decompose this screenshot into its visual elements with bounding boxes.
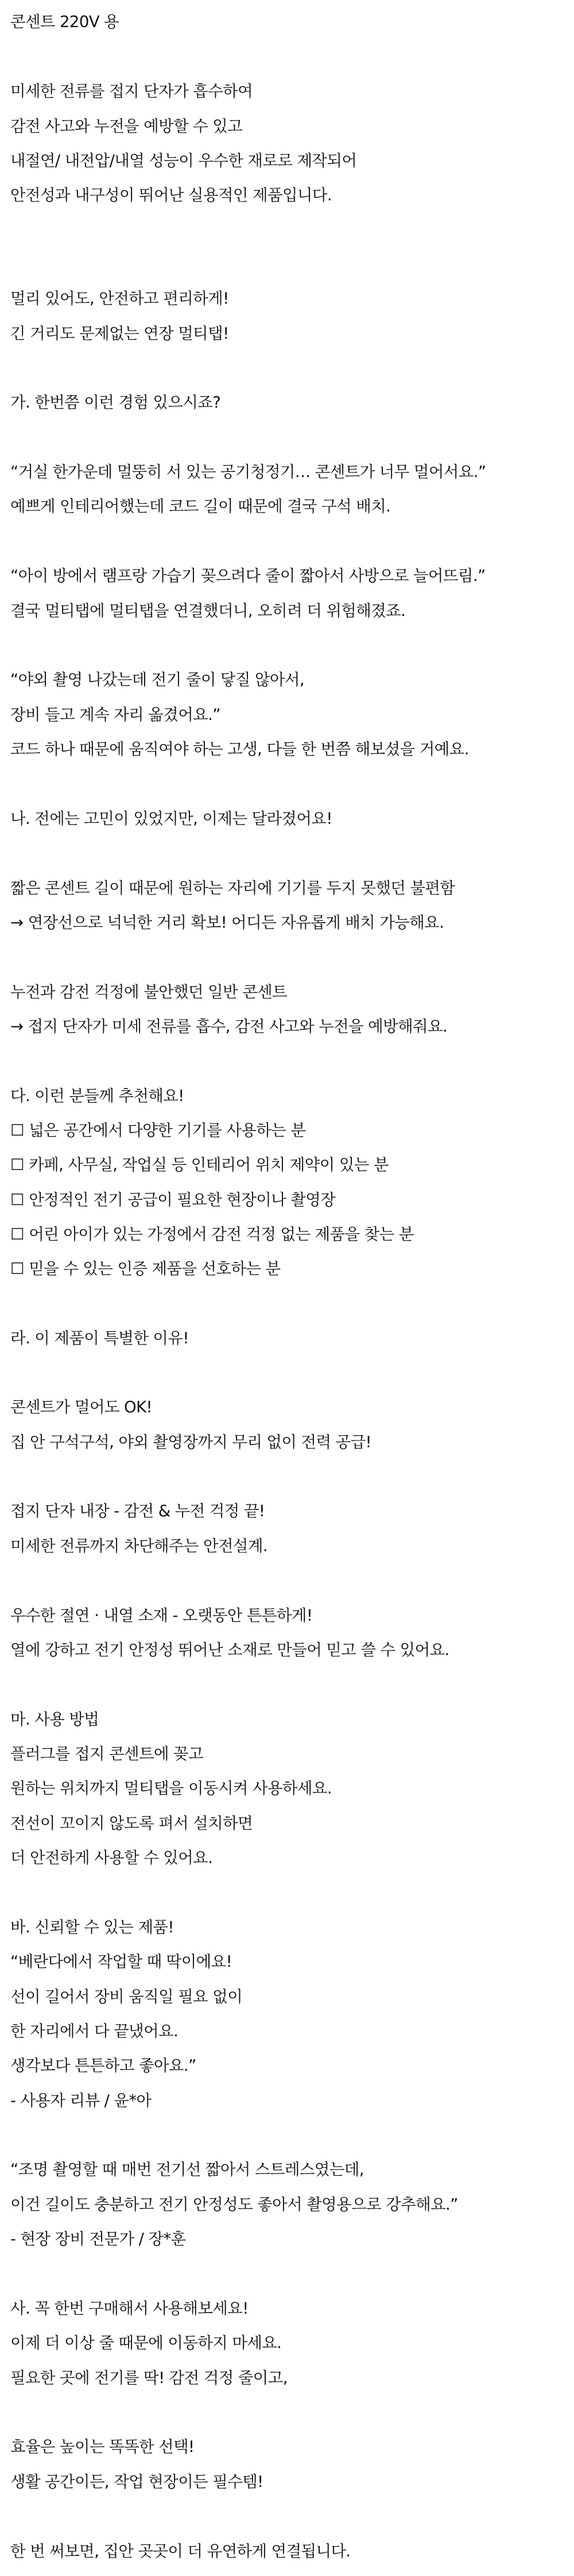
- text-line: 원하는 위치까지 멀티탭을 이동시켜 사용하세요.: [10, 1779, 332, 1798]
- text-line: 열에 강하고 전기 안정성 뛰어난 소재로 만들어 믿고 쓸 수 있어요.: [10, 1641, 449, 1659]
- text-line: 장비 들고 계속 자리 옮겼어요.”: [10, 706, 220, 724]
- text-line: 짧은 콘센트 길이 때문에 원하는 자리에 기기를 두지 못했던 불편함: [10, 879, 455, 897]
- text-line: 누전과 감전 걱정에 불안했던 일반 콘센트: [10, 983, 288, 1001]
- text-line: 내절연/ 내전압/내열 성능이 우수한 재로로 제작되어: [10, 152, 357, 170]
- text-line: - 현장 장비 전문가 / 장*훈: [10, 2230, 186, 2248]
- text-line: ☐ 안정적인 전기 공급이 필요한 현장이나 촬영장: [10, 1191, 336, 1209]
- text-line: ☐ 어린 아이가 있는 가정에서 감전 걱정 없는 제품을 찾는 분: [10, 1225, 414, 1244]
- text-line: 감전 사고와 누전을 예방할 수 있고: [10, 117, 243, 135]
- text-line: 결국 멀티탭에 멀티탭을 연결했더니, 오히려 더 위험해졌죠.: [10, 602, 406, 620]
- text-line: “야외 촬영 나갔는데 전기 줄이 닿질 않아서,: [10, 671, 305, 689]
- text-line: 다. 이런 분들께 추천해요!: [10, 1087, 184, 1105]
- text-line: 한 자리에서 다 끝냈어요.: [10, 2022, 179, 2040]
- text-line: 생각보다 튼튼하고 좋아요.”: [10, 2056, 196, 2075]
- text-line: 나. 전에는 고민이 있었지만, 이제는 달라졌어요!: [10, 809, 332, 828]
- text-line: “거실 한가운데 멀뚱히 서 있는 공기청정기… 콘센트가 너무 멀어서요.”: [10, 463, 486, 481]
- text-line: 이제 더 이상 줄 때문에 이동하지 마세요.: [10, 2334, 282, 2352]
- text-line: 더 안전하게 사용할 수 있어요.: [10, 1849, 213, 1867]
- text-line: ☐ 넓은 공간에서 다양한 기기를 사용하는 분: [10, 1121, 306, 1140]
- text-line: 접지 단자 내장 - 감전 & 누전 걱정 끝!: [10, 1502, 265, 1520]
- text-line: 플러그를 접지 콘센트에 꽂고: [10, 1745, 204, 1763]
- text-line: “베란다에서 작업할 때 딱이에요!: [10, 1953, 232, 1971]
- text-line: “아이 방에서 램프랑 가습기 꽂으려다 줄이 짧아서 사방으로 늘어뜨림.”: [10, 567, 486, 585]
- text-line: → 접지 단자가 미세 전류를 흡수, 감전 사고와 누전을 예방해줘요.: [10, 1017, 448, 1036]
- text-line: 멀리 있어도, 안전하고 편리하게!: [10, 289, 229, 308]
- text-line: 라. 이 제품이 특별한 이유!: [10, 1329, 189, 1347]
- text-line: 전선이 꼬이지 않도록 펴서 설치하면: [10, 1814, 253, 1833]
- text-line: 바. 신뢰할 수 있는 제품!: [10, 1918, 174, 1936]
- text-line: 안전성과 내구성이 뛰어난 실용적인 제품입니다.: [10, 186, 332, 204]
- text-line: “조명 촬영할 때 매번 전기선 짧아서 스트레스였는데,: [10, 2160, 364, 2179]
- text-line: → 연장선으로 넉넉한 거리 확보! 어디든 자유롭게 배치 가능해요.: [10, 913, 444, 932]
- text-line: 긴 거리도 문제없는 연장 멀티탭!: [10, 324, 229, 343]
- text-line: 생활 공간이든, 작업 현장이든 필수템!: [10, 2473, 263, 2491]
- text-line: - 사용자 리뷰 / 윤*아: [10, 2091, 152, 2110]
- text-line: 집 안 구석구석, 야외 촬영장까지 무리 없이 전력 공급!: [10, 1433, 371, 1451]
- text-line: 콘센트 220V 용: [10, 13, 119, 31]
- text-line: 이건 길이도 충분하고 전기 안정성도 좋아서 촬영용으로 강추해요.”: [10, 2195, 458, 2214]
- text-line: 한 번 써보면, 집안 곳곳이 더 유연하게 연결됩니다.: [10, 2542, 351, 2560]
- text-line: 필요한 곳에 전기를 딱! 감전 걱정 줄이고,: [10, 2369, 288, 2387]
- text-line: 가. 한번쯤 이런 경험 있으시죠?: [10, 393, 221, 412]
- text-line: 효율은 높이는 똑똑한 선택!: [10, 2438, 195, 2456]
- text-line: ☐ 카페, 사무실, 작업실 등 인테리어 위치 제약이 있는 분: [10, 1156, 389, 1174]
- text-line: 마. 사용 방법: [10, 1710, 99, 1729]
- text-line: 미세한 전류를 접지 단자가 흡수하여: [10, 82, 253, 100]
- text-line: 미세한 전류까지 차단해주는 안전설계.: [10, 1537, 268, 1555]
- text-line: 코드 하나 때문에 움직여야 하는 고생, 다들 한 번쯤 해보셨을 거예요.: [10, 740, 469, 758]
- text-line: 예쁘게 인테리어했는데 코드 길이 때문에 결국 구석 배치.: [10, 497, 391, 516]
- text-line: 사. 꼭 한번 구매해서 사용해보세요!: [10, 2299, 249, 2318]
- text-line: 콘센트가 멀어도 OK!: [10, 1398, 152, 1416]
- text-line: 우수한 절연 · 내열 소재 - 오랫동안 튼튼하게!: [10, 1606, 313, 1625]
- text-line: 선이 길어서 장비 움직일 필요 없이: [10, 1988, 243, 2006]
- text-line: ☐ 믿을 수 있는 인증 제품을 선호하는 분: [10, 1260, 281, 1278]
